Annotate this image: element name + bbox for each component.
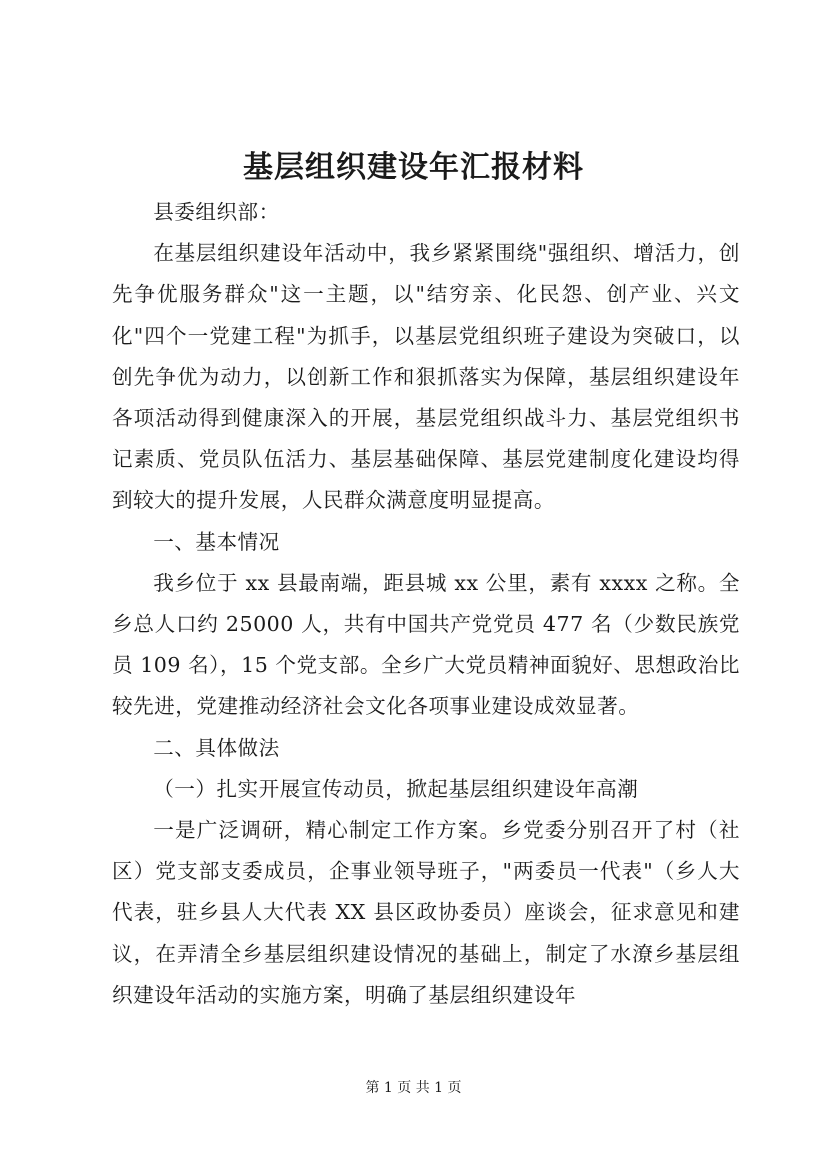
methods-paragraph-1: 一是广泛调研，精心制定工作方案。乡党委分别召开了村（社区）党支部支委成员，企事业领导班子，"两委员一代表"（乡人大代表，驻乡县人大代表 XX 县区政协委员）座谈会，征求意见和建议，在弄清全乡基层组织建设情况的基础上，制定了水潦乡基层组织建设年活动的实施方案，明确了基层组织建设年 xyxy=(112,818,740,1007)
document-title: 基层组织建设年汇报材料 xyxy=(243,150,584,185)
subsection-heading-1: （一）扎实开展宣传动员，掀起基层组织建设年高潮 xyxy=(153,776,639,801)
document-body xyxy=(112,172,740,1016)
page-footer: 第 1 页 共 1 页 xyxy=(365,1080,462,1096)
salutation: 县委组织部： xyxy=(153,200,280,224)
section-heading-basic: 一、基本情况 xyxy=(153,529,280,554)
basic-info-paragraph: 我乡位于 xx 县最南端，距县城 xx 公里，素有 xxxx 之称。全乡总人口约 25000 人，共有中国共产党党员 477 名（少数民族党员 109 名），15 个党支部。全乡广大党员精神面貌好、思想政治比较先进，党建推动经济社会文化各项事业建设成效显著。 xyxy=(112,570,740,719)
section-heading-methods: 二、具体做法 xyxy=(153,735,280,760)
intro-paragraph: 在基层组织建设年活动中，我乡紧紧围绕"强组织、增活力，创先争优服务群众"这一主题，以"结穷亲、化民怨、创产业、兴文化"四个一党建工程"为抓手，以基层党组织班子建设为突破口，以创先争优为动力，以创新工作和狠抓落实为保障，基层组织建设年各项活动得到健康深入的开展，基层党组织战斗力、基层党组织书记素质、党员队伍活力、基层基础保障、基层党建制度化建设均得到较大的提升发展，人民群众满意度明显提高。 xyxy=(112,241,740,513)
